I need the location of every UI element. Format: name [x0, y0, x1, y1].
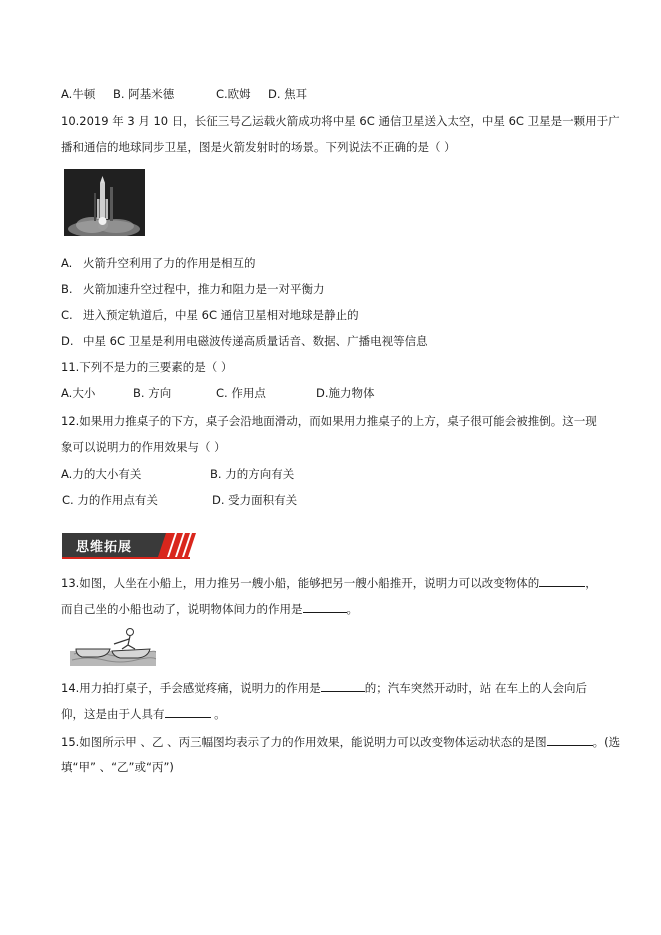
q14-blank-2[interactable]	[165, 705, 211, 718]
q10-option-c-letter: C.	[61, 308, 73, 322]
q15-line2: 填“甲” 、“乙”或“丙”)	[61, 760, 174, 774]
q11-stem: 11.下列不是力的三要素的是（ ）	[61, 360, 233, 374]
q13-blank-1[interactable]	[539, 574, 585, 587]
q10-option-b-letter: B.	[61, 282, 73, 296]
q10-option-a	[61, 255, 256, 271]
q13-blank-2[interactable]	[303, 600, 347, 613]
q13-line1	[61, 574, 597, 591]
q10-option-d	[61, 333, 428, 349]
q10-option-c-text: 进入预定轨道后，中星 6C 通信卫星相对地球是静止的	[83, 308, 359, 322]
q14-line1-end: 的；汽车突然开动时，站 在车上的人会向后	[364, 681, 587, 695]
q9-option-b: B. 阿基米德	[113, 87, 175, 101]
q14-blank-1[interactable]	[321, 679, 365, 692]
q11-option-c: C. 作用点	[216, 386, 266, 400]
q12-option-b: B. 力的方向有关	[210, 467, 295, 481]
q14-line2-text: 仰，这是由于人具有	[61, 707, 165, 721]
q10-stem-line1: 10.2019 年 3 月 10 日，长征三号乙运载火箭成功将中星 6C 通信卫星送入太空，中星 6C 卫星是一颗用于广	[61, 114, 620, 128]
section-banner-title: 思维拓展	[76, 540, 133, 555]
q14-line1	[61, 679, 587, 696]
section-banner	[62, 531, 198, 559]
q12-option-d: D. 受力面积有关	[212, 493, 298, 507]
q12-stem-line1: 12.如果用力推桌子的下方，桌子会沿地面滑动，而如果用力推桌子的上方，桌子很可能会被推倒。这一现	[61, 414, 597, 428]
q15-line1-end: 。(选	[592, 735, 621, 749]
q14-line2-end: 。	[210, 707, 226, 721]
q10-option-c	[61, 307, 359, 323]
q10-option-a-letter: A.	[61, 256, 73, 270]
q15-line1-text: 15.如图所示甲 、乙 、丙三幅图均表示了力的作用效果，能说明力可以改变物体运动状态的是图	[61, 735, 547, 749]
q9-option-a: A.牛顿	[61, 87, 96, 101]
q12-option-a: A.力的大小有关	[61, 467, 142, 481]
q12-option-c: C. 力的作用点有关	[62, 493, 158, 507]
boat-push-illustration	[70, 627, 156, 666]
q11-option-a: A.大小	[61, 386, 96, 400]
rocket-launch-photo	[64, 169, 145, 236]
q14-line2	[61, 705, 226, 722]
q9-option-d: D. 焦耳	[268, 87, 308, 101]
q10-option-b-text: 火箭加速升空过程中，推力和阻力是一对平衡力	[83, 282, 325, 296]
q15-line1	[61, 733, 620, 750]
q13-line2	[61, 600, 358, 617]
q10-option-d-letter: D.	[61, 334, 74, 348]
rocket-launch-image	[64, 169, 145, 236]
q13-line2-end: 。	[346, 602, 358, 616]
q13-line2-text: 而自己坐的小船也动了，说明物体间力的作用是	[61, 602, 303, 616]
q10-stem-line2: 播和通信的地球同步卫星，图是火箭发射时的场景。下列说法不正确的是（ ）	[61, 140, 456, 154]
q14-line1-text: 14.用力拍打桌子，手会感觉疼痛，说明力的作用是	[61, 681, 321, 695]
q10-option-a-text: 火箭升空利用了力的作用是相互的	[83, 256, 256, 270]
q11-option-b: B. 方向	[133, 386, 172, 400]
q9-option-c: C.欧姆	[216, 87, 251, 101]
q15-blank-1[interactable]	[547, 733, 593, 746]
q10-option-d-text: 中星 6C 卫星是利用电磁波传递高质量话音、数据、广播电视等信息	[83, 334, 428, 348]
q12-stem-line2: 象可以说明力的作用效果与（ ）	[61, 440, 226, 454]
q13-line1-text: 13.如图，人坐在小船上，用力推另一艘小船，能够把另一艘小船推开，说明力可以改变物体的	[61, 576, 540, 590]
q10-option-b	[61, 281, 325, 297]
q13-line1-end: ，	[585, 576, 597, 590]
q11-option-d: D.施力物体	[316, 386, 375, 400]
